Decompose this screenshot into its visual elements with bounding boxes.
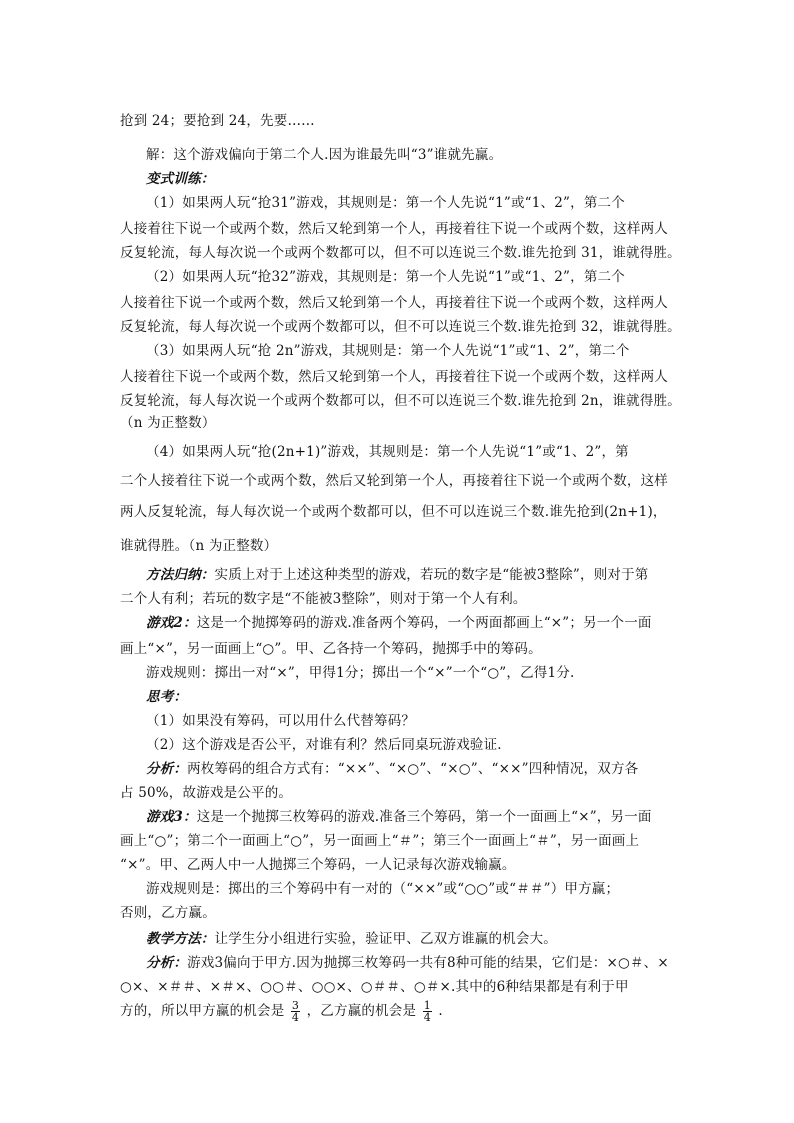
text-line xyxy=(146,614,652,632)
section-label: 游戏2： xyxy=(146,615,197,631)
section-label: 教学方法： xyxy=(146,931,215,947)
text-line: 画上“×”，另一面画上“○”。甲、乙各持一个筹码，抛掷手中的筹码。 xyxy=(120,641,542,657)
fraction-numerator: 1 xyxy=(423,999,431,1012)
paragraph-text: 这是一个抛掷三枚筹码的游戏.准备三个筹码，第一个一面画上“×”，另一面 xyxy=(196,809,652,825)
text-line: （n 为正整数） xyxy=(120,415,216,431)
fraction-one-quarter xyxy=(423,1000,432,1023)
final-line-after: . xyxy=(438,1003,443,1019)
paragraph-text: 让学生分小组进行实验，验证甲、乙双方谁赢的机会大。 xyxy=(214,931,557,947)
fraction-numerator: 3 xyxy=(291,999,300,1012)
text-line: 否则，乙方赢。 xyxy=(120,905,216,921)
fraction-denominator: 4 xyxy=(423,1011,431,1024)
text-line xyxy=(146,954,669,972)
text-line xyxy=(146,930,557,948)
text-line xyxy=(146,688,187,706)
text-line xyxy=(146,566,649,584)
text-line xyxy=(146,170,215,188)
text-line: 游戏规则：掷出一对“×”，甲得1分；掷出一个“×”一个“○”，乙得1分. xyxy=(146,665,575,681)
text-line: 反复轮流，每人每次说一个或两个数都可以，但不可以连说三个数.谁先抢到 32，谁就得胜。 xyxy=(120,319,681,335)
final-line-middle: ，乙方赢的机会是 xyxy=(306,1003,417,1019)
text-line: （2）这个游戏是否公平，对谁有利？然后同桌玩游戏验证. xyxy=(146,737,502,753)
section-label: 方法归纳： xyxy=(146,567,215,583)
text-line xyxy=(146,808,652,826)
paragraph-text: 这是一个抛掷筹码的游戏.准备两个筹码，一个两面都画上“×”；另一个一面 xyxy=(196,615,652,631)
paragraph-text: 实质上对于上述这种类型的游戏，若玩的数字是“能被3整除”，则对于第 xyxy=(214,567,649,583)
section-label: 变式训练： xyxy=(146,171,215,187)
paragraph-text: 两枚筹码的组合方式有：“××”、“×○”、“×○”、“××”四种情况，双方各 xyxy=(187,761,639,777)
text-line: 画上“○”；第二个一面画上“○”，另一面画上“＃”；第三个一面画上“＃”，另一面画上 xyxy=(120,833,640,849)
fraction-denominator: 4 xyxy=(291,1011,300,1024)
text-line: 人接着往下说一个或两个数，然后又轮到第一个人，再接着往下说一个或两个数，这样两人 xyxy=(120,221,668,237)
text-line: 两人反复轮流，每人每次说一个或两个数都可以，但不可以连说三个数.谁先抢到(2n+1)， xyxy=(120,504,667,520)
text-line: 人接着往下说一个或两个数，然后又轮到第一个人，再接着往下说一个或两个数，这样两人 xyxy=(120,369,668,385)
text-line: 反复轮流，每人每次说一个或两个数都可以，但不可以连说三个数.谁先抢到 31，谁就得胜。 xyxy=(120,245,681,261)
text-line: （4）如果两人玩“抢(2n+1)”游戏，其规则是：第一个人先说“1”或“1、2”，第 xyxy=(146,444,629,460)
text-line: （2）如果两人玩“抢32”游戏，其规则是：第一个人先说“1”或“1、2”，第二个 xyxy=(146,269,625,285)
text-line: 谁就得胜。（n 为正整数） xyxy=(120,538,278,554)
text-line: 二个人有利；若玩的数字是“不能被3整除”，则对于第一个人有利。 xyxy=(120,591,527,607)
text-line: 人接着往下说一个或两个数，然后又轮到第一个人，再接着往下说一个或两个数，这样两人 xyxy=(120,295,668,311)
section-label: 思考： xyxy=(146,689,188,705)
text-line: （1）如果没有筹码，可以用什么代替筹码？ xyxy=(146,713,416,729)
paragraph-text: 游戏3偏向于甲方.因为抛掷三枚筹码一共有8种可能的结果，它们是：×○＃、× xyxy=(187,955,669,971)
text-line xyxy=(146,760,638,778)
text-line: 游戏规则是：掷出的三个筹码中有一对的（“××”或“○○”或“＃＃”）甲方赢； xyxy=(146,881,620,897)
final-line-before: 方的，所以甲方赢的机会是 xyxy=(120,1003,285,1019)
text-line: 占 50%，故游戏是公平的。 xyxy=(120,785,293,801)
section-label: 游戏3： xyxy=(146,809,197,825)
fraction-three-quarters xyxy=(291,1000,300,1023)
text-line: （1）如果两人玩“抢31”游戏，其规则是：第一个人先说“1”或“1、2”，第二个 xyxy=(146,195,625,211)
text-line: 反复轮流，每人每次说一个或两个数都可以，但不可以连说三个数.谁先抢到 2n，谁就得胜。 xyxy=(120,393,681,409)
text-line: 抢到 24；要抢到 24，先要…… xyxy=(120,113,315,129)
final-line xyxy=(120,1000,443,1023)
text-line: （3）如果两人玩“抢 2n”游戏，其规则是：第一个人先说“1”或“1、2”，第二个 xyxy=(146,343,630,359)
text-line: “×”。甲、乙两人中一人抛掷三个筹码，一人记录每次游戏输赢。 xyxy=(120,857,516,873)
section-label: 分析： xyxy=(146,955,188,971)
section-label: 分析： xyxy=(146,761,188,777)
text-line: 解：这个游戏偏向于第二个人.因为谁最先叫“3”谁就先赢。 xyxy=(146,147,503,163)
text-line: ○×、×＃＃、×＃×、○○＃、○○×、○＃＃、○＃×.其中的6种结果都是有利于甲 xyxy=(120,979,629,995)
text-line: 二个人接着往下说一个或两个数，然后又轮到第一个人，再接着往下说一个或两个数，这样 xyxy=(120,473,668,489)
